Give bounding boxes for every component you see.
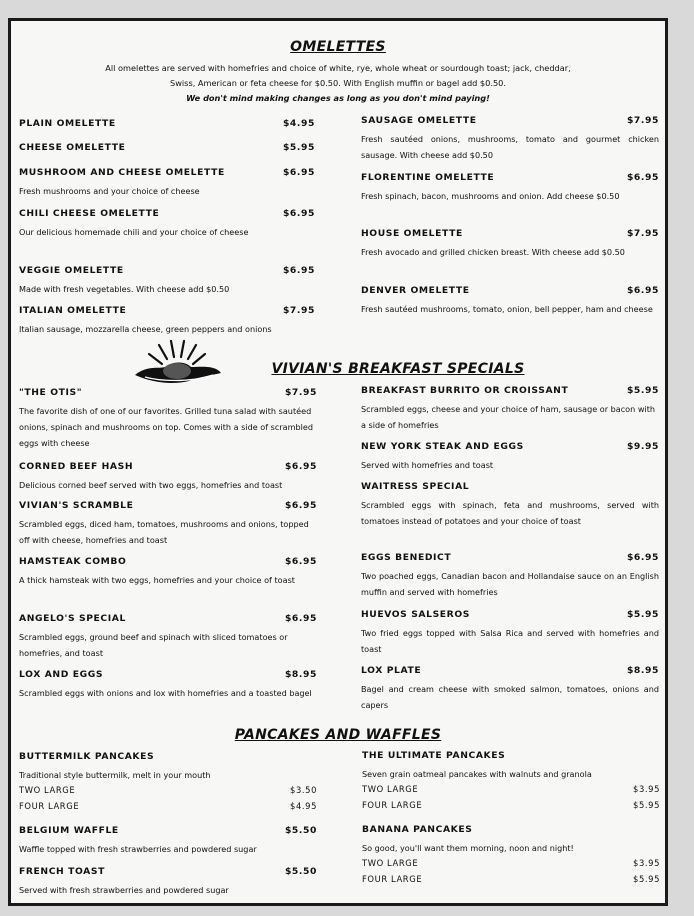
item-price: $6.95 xyxy=(284,461,317,472)
size-price: $3.50 xyxy=(290,785,317,795)
item-price: $9.95 xyxy=(626,441,659,452)
item-price: $6.95 xyxy=(282,265,315,276)
item-price: $6.95 xyxy=(284,500,317,511)
item-name: CORNED BEEF HASH xyxy=(19,461,134,472)
menu-item xyxy=(19,751,317,815)
item-price: $6.95 xyxy=(284,613,317,624)
item-name: PLAIN OMELETTE xyxy=(19,118,116,129)
item-name: VIVIAN'S SCRAMBLE xyxy=(19,500,134,511)
item-name: FLORENTINE OMELETTE xyxy=(361,172,495,183)
pancakes-heading: PANCAKES AND WAFFLES xyxy=(234,727,442,743)
item-description: Scrambled eggs, cheese and your choice of ham, sausage or bacon with a side of homefries xyxy=(361,404,656,430)
size-option: TWO LARGE xyxy=(19,785,76,795)
menu-item xyxy=(362,824,660,888)
specials-heading: VIVIAN'S BREAKFAST SPECIALS xyxy=(271,361,525,377)
item-name: MUSHROOM AND CHEESE OMELETTE xyxy=(19,167,225,178)
item-description: Scrambled eggs, ground beef and spinach with sliced tomatoes or homefries, and toast xyxy=(19,632,288,658)
item-description: Bagel and cream cheese with smoked salmon, tomatoes, onions and capers xyxy=(361,684,659,710)
item-price: $5.95 xyxy=(282,142,315,153)
item-name: NEW YORK STEAK AND EGGS xyxy=(361,441,524,452)
item-description: Fresh mushrooms and your choice of cheese xyxy=(19,186,200,196)
size-option: TWO LARGE xyxy=(362,858,419,868)
item-name: BUTTERMILK PANCAKES xyxy=(19,751,155,762)
item-name: "THE OTIS" xyxy=(19,387,83,398)
item-description: Two fried eggs topped with Salsa Rica and served with homefries and toast xyxy=(361,628,659,654)
item-description: Fresh sautéed mushrooms, tomato, onion, bell pepper, ham and cheese xyxy=(361,304,653,314)
size-price: $4.95 xyxy=(290,801,317,811)
item-description: Our delicious homemade chili and your choice of cheese xyxy=(19,227,249,237)
item-name: FRENCH TOAST xyxy=(19,866,105,877)
item-price: $6.95 xyxy=(626,285,659,296)
item-description: Delicious corned beef served with two eggs, homefries and toast xyxy=(19,480,283,490)
item-description: Scrambled eggs, diced ham, tomatoes, mushrooms and onions, topped off with cheese, homefries and toast xyxy=(19,519,309,545)
item-price: $8.95 xyxy=(626,665,659,676)
item-description: Served with fresh strawberries and powdered sugar xyxy=(19,885,229,895)
item-price: $6.95 xyxy=(282,208,315,219)
item-price: $8.95 xyxy=(284,669,317,680)
omelettes-intro xyxy=(11,61,665,106)
item-description: Two poached eggs, Canadian bacon and Hollandaise sauce on an English muffin and served with homefries xyxy=(361,571,659,597)
item-name: VEGGIE OMELETTE xyxy=(19,265,124,276)
item-name: CHILI CHEESE OMELETTE xyxy=(19,208,160,219)
item-description: Made with fresh vegetables. With cheese add $0.50 xyxy=(19,284,230,294)
item-name: EGGS BENEDICT xyxy=(361,552,452,563)
item-price: $6.95 xyxy=(282,167,315,178)
item-name: HAMSTEAK COMBO xyxy=(19,556,127,567)
item-description: Scrambled eggs with onions and lox with homefries and a toasted bagel xyxy=(19,688,312,698)
item-price: $6.95 xyxy=(626,172,659,183)
item-description: A thick hamsteak with two eggs, homefries and your choice of toast xyxy=(19,575,295,585)
item-description: The favorite dish of one of our favorites. Grilled tuna salad with sautéed onions, spinach and mushrooms on top. Comes with a side of scrambled eggs with cheese xyxy=(19,406,313,448)
item-name: LOX AND EGGS xyxy=(19,669,104,680)
menu-item xyxy=(362,750,660,814)
size-option: FOUR LARGE xyxy=(19,801,80,811)
item-name: DENVER OMELETTE xyxy=(361,285,470,296)
size-option: FOUR LARGE xyxy=(362,800,423,810)
item-price: $7.95 xyxy=(626,115,659,126)
item-price: $5.95 xyxy=(626,609,659,620)
menu-item xyxy=(19,167,315,201)
size-price: $5.95 xyxy=(633,874,660,884)
item-price: $7.95 xyxy=(282,305,315,316)
item-description: Seven grain oatmeal pancakes with walnuts and granola xyxy=(362,769,592,779)
item-price: $7.95 xyxy=(626,228,659,239)
menu-page xyxy=(8,18,668,906)
item-price: $4.95 xyxy=(282,118,315,129)
item-name: THE ULTIMATE PANCAKES xyxy=(362,750,506,761)
item-name: ITALIAN OMELETTE xyxy=(19,305,127,316)
item-price: $5.95 xyxy=(626,385,659,396)
size-price: $5.95 xyxy=(633,800,660,810)
item-name: HOUSE OMELETTE xyxy=(361,228,463,239)
item-description: Scrambled eggs with spinach, feta and mushrooms, served with tomatoes instead of potatoes and your choice of toast xyxy=(361,500,659,526)
item-description: Served with homefries and toast xyxy=(361,460,494,470)
item-name: ANGELO'S SPECIAL xyxy=(19,613,126,624)
item-name: SAUSAGE OMELETTE xyxy=(361,115,477,126)
item-description: Italian sausage, mozzarella cheese, green peppers and onions xyxy=(19,324,272,334)
intro-line-1: All omelettes are served with homefries and choice of white, rye, whole wheat or sourdough toast; jack, cheddar, xyxy=(105,63,571,73)
item-name: CHEESE OMELETTE xyxy=(19,142,126,153)
item-name: HUEVOS SALSEROS xyxy=(361,609,470,620)
item-description: Fresh spinach, bacon, mushrooms and onion. Add cheese $0.50 xyxy=(361,191,620,201)
size-price: $3.95 xyxy=(633,784,660,794)
item-name: BREAKFAST BURRITO OR CROISSANT xyxy=(361,385,569,396)
item-description: Fresh avocado and grilled chicken breast. With cheese add $0.50 xyxy=(361,247,625,257)
size-option: FOUR LARGE xyxy=(362,874,423,884)
size-price: $3.95 xyxy=(633,858,660,868)
item-price: $6.95 xyxy=(626,552,659,563)
item-description: So good, you'll want them morning, noon and night! xyxy=(362,843,574,853)
item-description: Fresh sautéed onions, mushrooms, tomato and gourmet chicken sausage. With cheese add $0.50 xyxy=(361,134,659,160)
item-price: $5.50 xyxy=(284,825,317,836)
omelettes-heading: OMELETTES xyxy=(290,39,386,55)
item-name: BANANA PANCAKES xyxy=(362,824,473,835)
item-name: LOX PLATE xyxy=(361,665,422,676)
item-price: $6.95 xyxy=(284,556,317,567)
item-name: BELGIUM WAFFLE xyxy=(19,825,119,836)
item-price: $7.95 xyxy=(284,387,317,398)
item-description: Waffle topped with fresh strawberries and powdered sugar xyxy=(19,844,257,854)
size-option: TWO LARGE xyxy=(362,784,419,794)
intro-line-2: Swiss, American or feta cheese for $0.50. With English muffin or bagel add $0.50. xyxy=(170,78,506,88)
item-name: WAITRESS SPECIAL xyxy=(361,481,470,492)
item-price: $5.50 xyxy=(284,866,317,877)
item-description: Traditional style buttermilk, melt in your mouth xyxy=(19,770,211,780)
intro-line-3: We don't mind making changes as long as you don't mind paying! xyxy=(186,93,490,103)
